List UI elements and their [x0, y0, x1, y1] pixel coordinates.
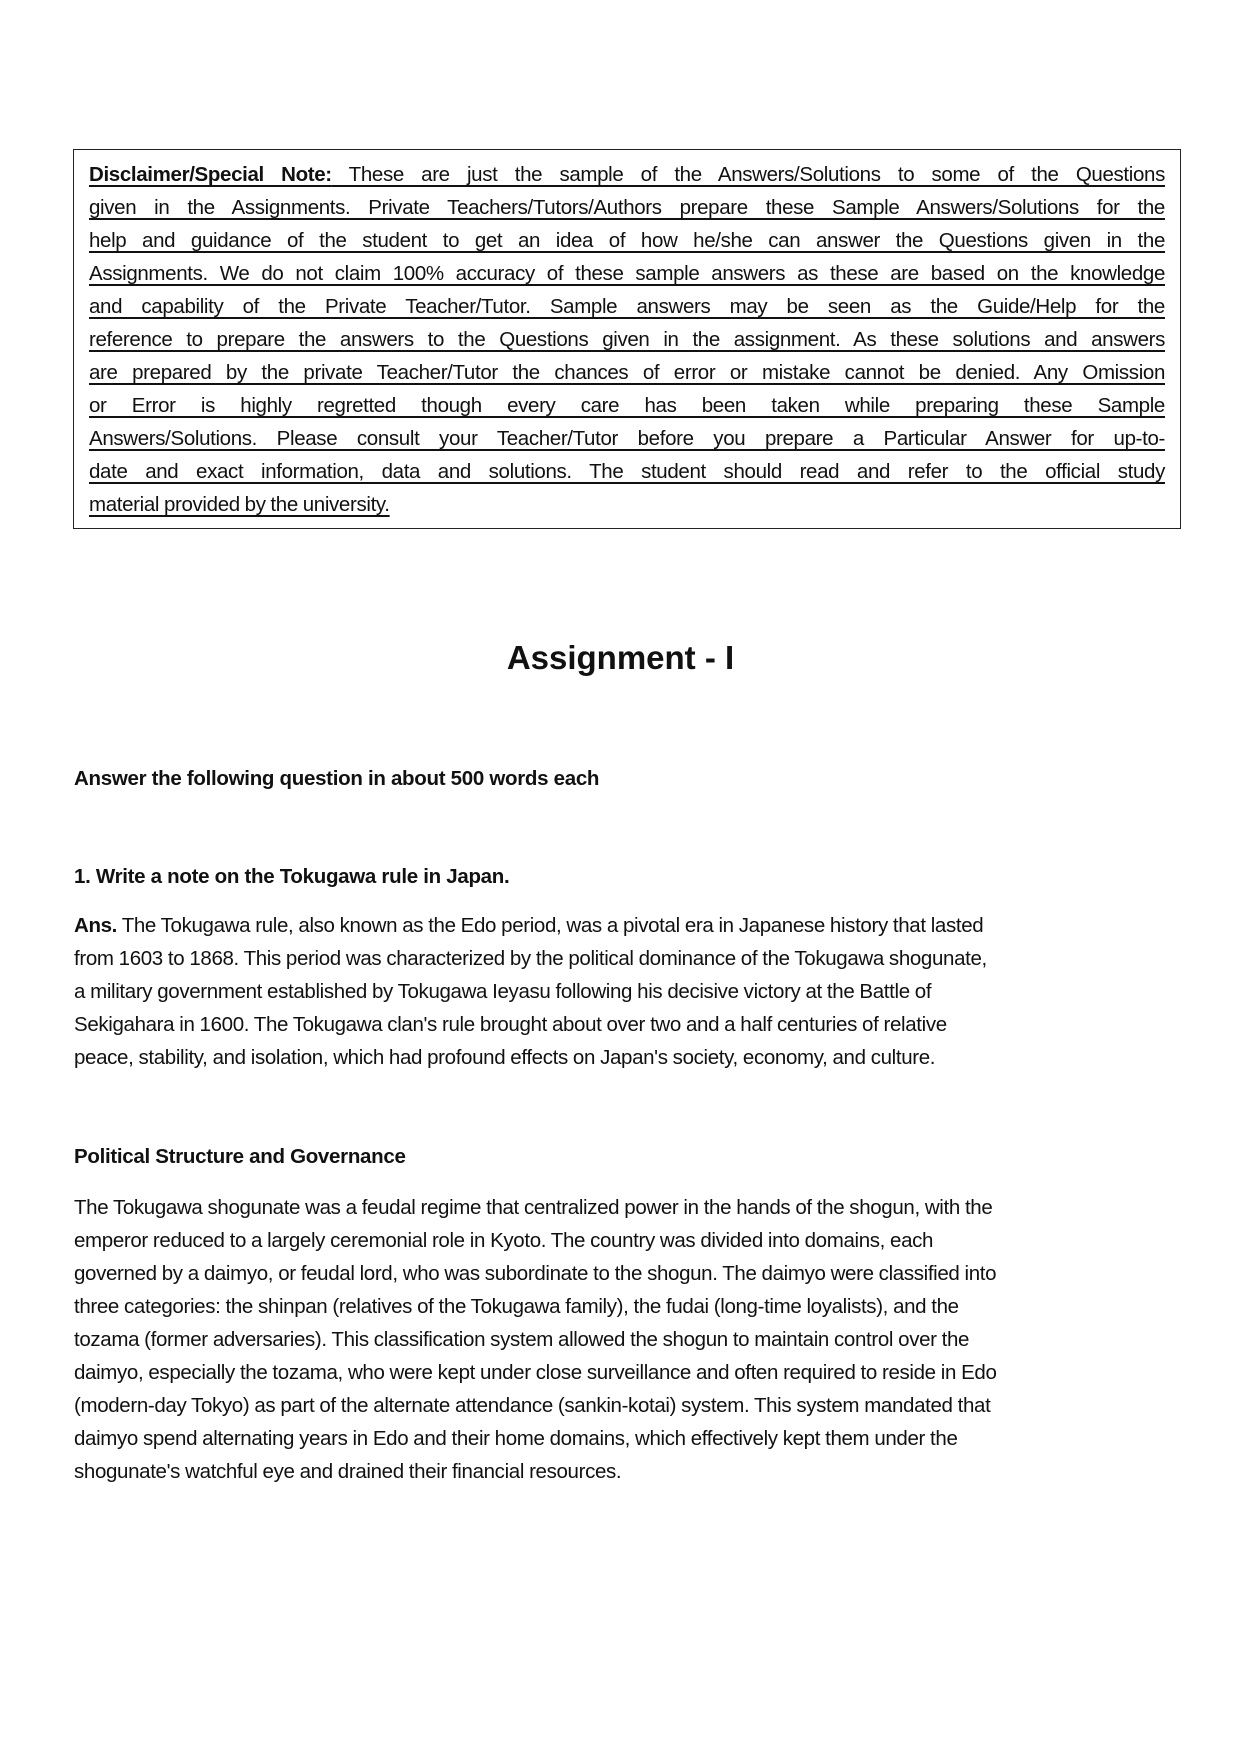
paragraph-line: (modern-day Tokyo) as part of the alternate attendance (sankin-kotai) system. This system mandated that — [74, 1394, 991, 1417]
answer-label: Ans. — [74, 914, 118, 937]
answer-line: from 1603 to 1868. This period was characterized by the political dominance of the Tokugawa shogunate, — [74, 947, 987, 970]
answer-line: peace, stability, and isolation, which had profound effects on Japan's society, economy, and culture. — [74, 1046, 936, 1069]
paragraph-line: emperor reduced to a largely ceremonial role in Kyoto. The country was divided into domains, each — [74, 1229, 934, 1252]
disclaimer-line: Assignments. We do not claim 100% accuracy of these sample answers as these are based on the knowledge — [89, 262, 1165, 285]
disclaimer-line: date and exact information, data and solutions. The student should read and refer to the official study — [89, 460, 1165, 483]
section-heading: Political Structure and Governance — [74, 1145, 406, 1168]
paragraph-line: tozama (former adversaries). This classification system allowed the shogun to maintain control over the — [74, 1328, 970, 1351]
instruction-heading: Answer the following question in about 500 words each — [74, 767, 600, 790]
paragraph-line: daimyo, especially the tozama, who were kept under close surveillance and often required to reside in Edo — [74, 1361, 997, 1384]
paragraph-line: governed by a daimyo, or feudal lord, who was subordinate to the shogun. The daimyo were classified into — [74, 1262, 997, 1285]
disclaimer-box — [73, 149, 1181, 529]
disclaimer-line: or Error is highly regretted though every care has been taken while preparing these Sample — [89, 394, 1165, 417]
disclaimer-line: Disclaimer/Special Note: These are just the sample of the Answers/Solutions to some of the Questions — [89, 163, 1165, 186]
disclaimer-line: help and guidance of the student to get an idea of how he/she can answer the Questions given in the — [89, 229, 1165, 252]
answer-line: a military government established by Tokugawa Ieyasu following his decisive victory at the Battle of — [74, 980, 932, 1003]
question-heading: 1. Write a note on the Tokugawa rule in Japan. — [74, 865, 510, 888]
disclaimer-line: and capability of the Private Teacher/Tutor. Sample answers may be seen as the Guide/Help for the — [89, 295, 1165, 318]
disclaimer-label: Disclaimer/Special Note: — [89, 163, 332, 186]
page-title: Assignment - I — [506, 639, 735, 676]
disclaimer-line: material provided by the university. — [89, 493, 390, 516]
disclaimer-line: Answers/Solutions. Please consult your Teacher/Tutor before you prepare a Particular Answer for up-to- — [89, 427, 1165, 450]
answer-line: Sekigahara in 1600. The Tokugawa clan's rule brought about over two and a half centuries of relative — [74, 1013, 947, 1036]
disclaimer-line: reference to prepare the answers to the Questions given in the assignment. As these solutions and answers — [89, 328, 1165, 351]
paragraph-line: The Tokugawa shogunate was a feudal regime that centralized power in the hands of the shogun, with the — [74, 1196, 993, 1219]
answer-line: Ans. The Tokugawa rule, also known as the Edo period, was a pivotal era in Japanese history that lasted — [74, 914, 984, 937]
paragraph-line: daimyo spend alternating years in Edo and their home domains, which effectively kept them under the — [74, 1427, 958, 1450]
disclaimer-line: given in the Assignments. Private Teachers/Tutors/Authors prepare these Sample Answers/Solutions for the — [89, 196, 1165, 219]
paragraph-line: three categories: the shinpan (relatives of the Tokugawa family), the fudai (long-time loyalists), and the — [74, 1295, 959, 1318]
paragraph-line: shogunate's watchful eye and drained their financial resources. — [74, 1460, 622, 1483]
disclaimer-line: are prepared by the private Teacher/Tutor the chances of error or mistake cannot be denied. Any Omission — [89, 361, 1165, 384]
